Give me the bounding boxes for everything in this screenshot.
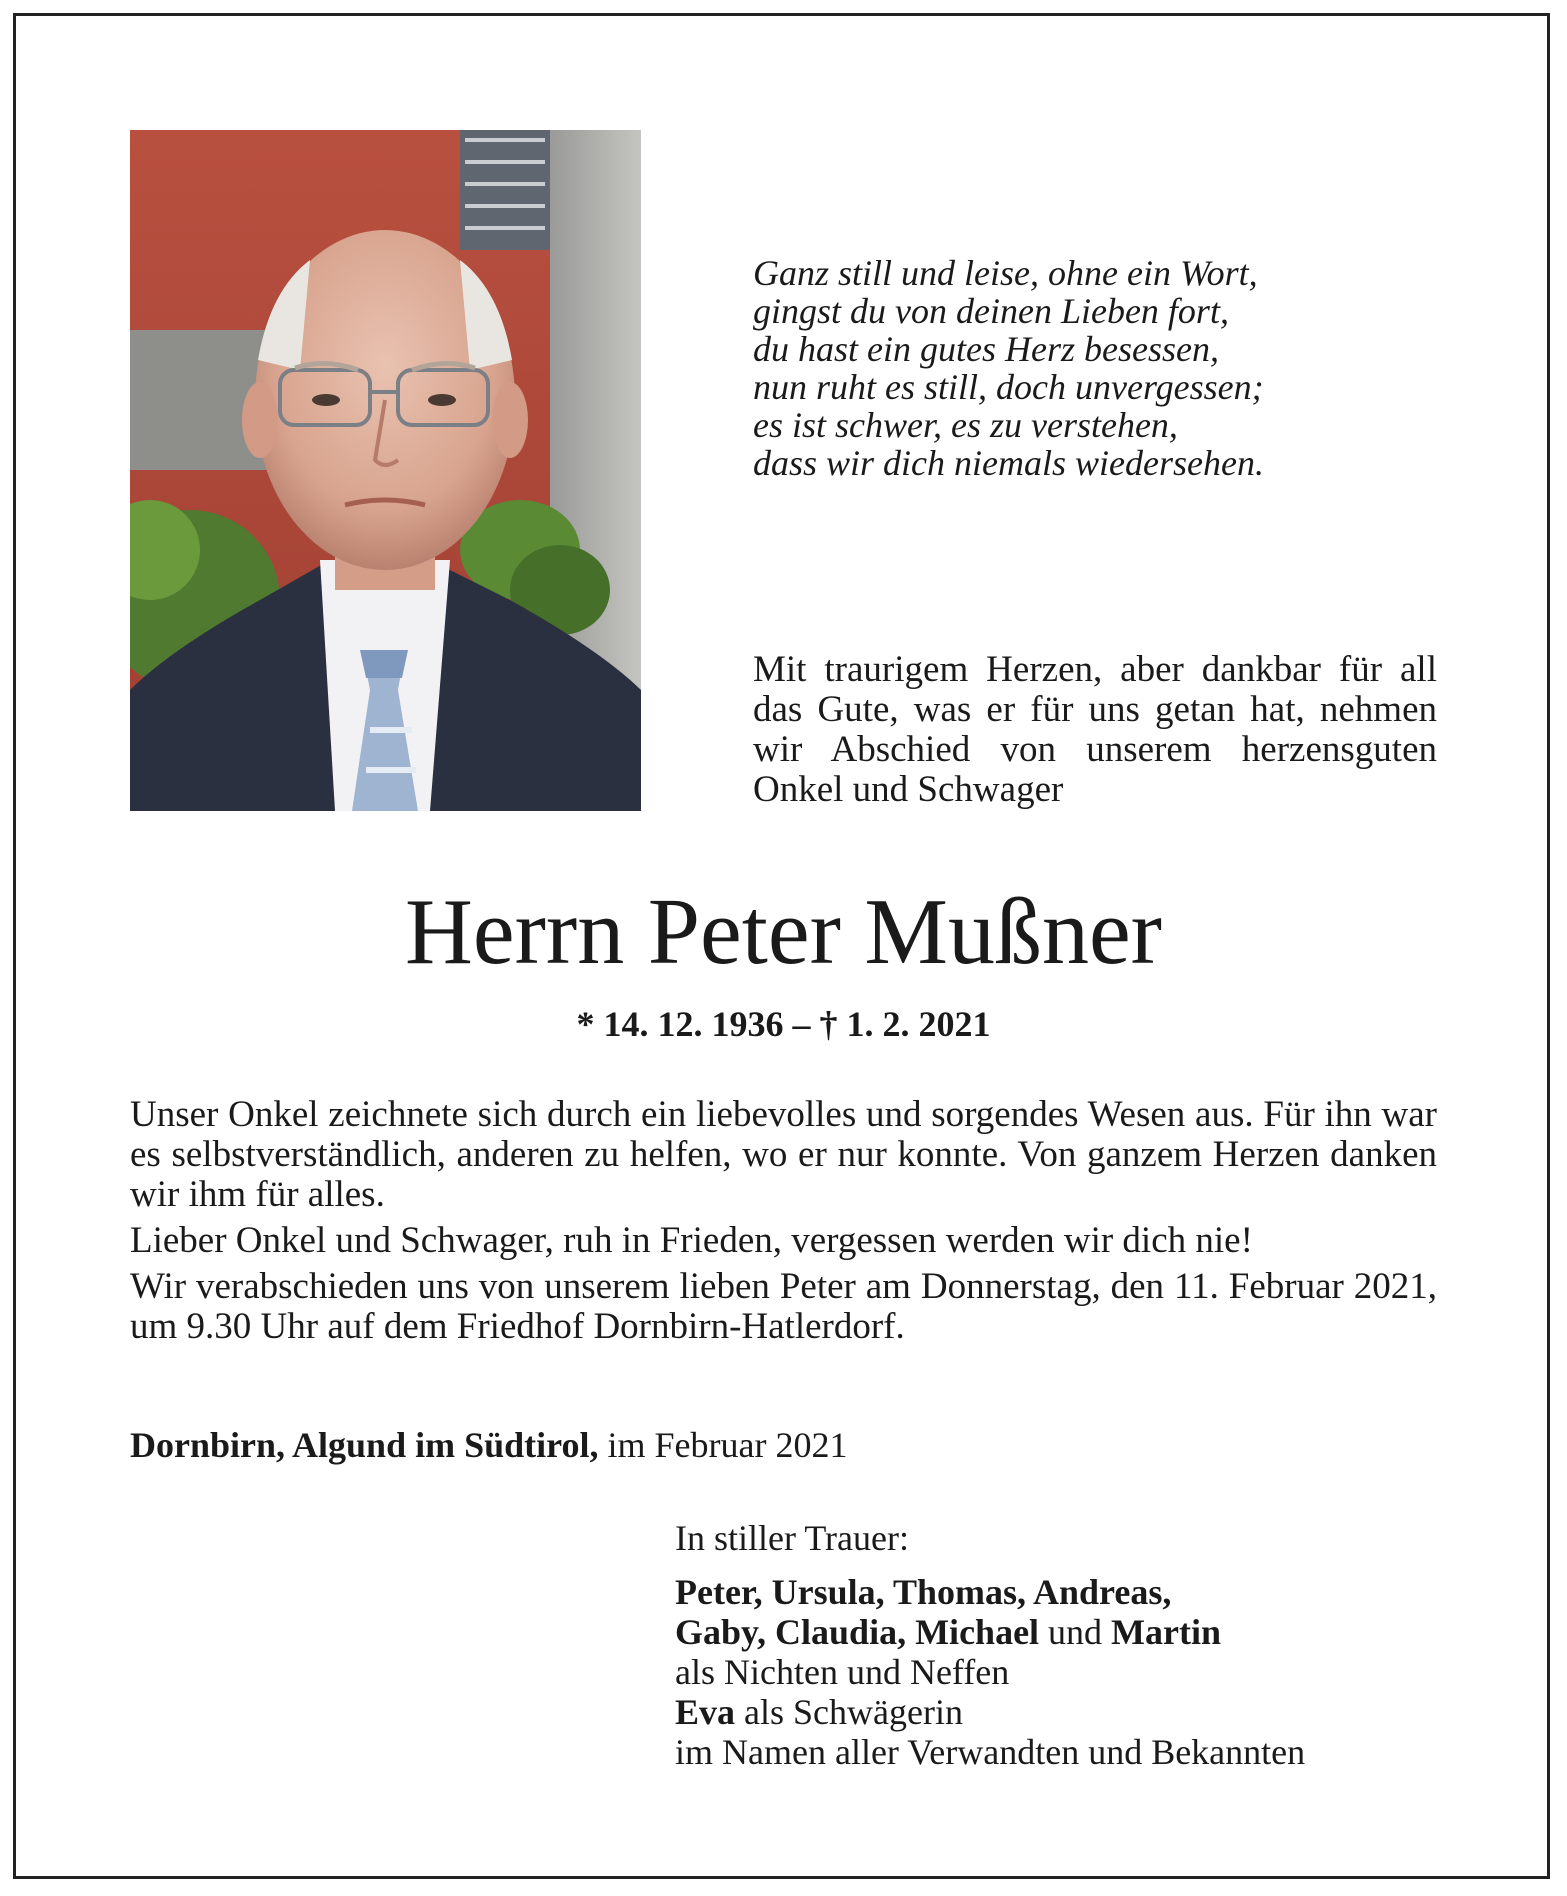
body-paragraph: Lieber Onkel und Schwager, ruh in Frieden, vergessen werden wir dich nie! (130, 1220, 1253, 1261)
portrait-image (130, 130, 641, 811)
poem-line: gingst du von deinen Lieben fort, (753, 291, 1229, 331)
mourner-names: Gaby, Claudia, Michael (675, 1612, 1040, 1652)
place-locations: Dornbirn, Algund im Südtirol, (130, 1425, 599, 1465)
portrait-photo (130, 130, 641, 811)
mourners-line (675, 1572, 1475, 1612)
mourners-relation: als Nichten und Neffen (675, 1652, 1010, 1692)
intro-text: Mit traurigem Herzen, aber dankbar für all das Gute, was er für uns getan hat, nehmen wir Abschied von unserem herzensguten Onkel und Schwager (753, 649, 1437, 810)
mourner-names: Martin (1111, 1612, 1222, 1652)
obituary-body (130, 1095, 1437, 1353)
deceased-name: Herrn Peter Mußner (405, 880, 1162, 984)
poem-line: Ganz still und leise, ohne ein Wort, (753, 253, 1258, 293)
poem-line: dass wir dich niemals wiedersehen. (753, 443, 1264, 483)
mourner-names: Eva (675, 1692, 736, 1732)
poem-line: du hast ein gutes Herz besessen, (753, 329, 1219, 369)
mourners-heading: In stiller Trauer: (675, 1518, 909, 1558)
poem-line: es ist schwer, es zu verstehen, (753, 405, 1178, 445)
mourners-line (675, 1612, 1475, 1652)
life-dates: * 14. 12. 1936 – † 1. 2. 2021 (576, 1004, 991, 1044)
conjunction: und (1048, 1612, 1103, 1652)
mourners-closing: im Namen aller Verwandten und Bekannten (675, 1732, 1306, 1772)
mourners-relation: als Schwägerin (744, 1692, 963, 1732)
mourners-line (675, 1692, 1475, 1732)
body-paragraph: Unser Onkel zeichnete sich durch ein liebevolles und sorgendes Wesen aus. Für ihn war es selbstverständlich, anderen zu helfen, wo er nur konnte. Von ganzem Herzen danken wir ihm für alles. (130, 1094, 1437, 1215)
poem-line: nun ruht es still, doch unvergessen; (753, 367, 1264, 407)
place-date: im Februar 2021 (607, 1425, 848, 1465)
body-paragraph: Wir verabschieden uns von unserem lieben Peter am Donnerstag, den 11. Februar 2021, um 9.30 Uhr auf dem Friedhof Dornbirn-Hatlerdorf. (130, 1266, 1437, 1347)
mourners-block (675, 1518, 1475, 1772)
mourner-names: Peter, Ursula, Thomas, Andreas, (675, 1572, 1172, 1612)
poem (753, 254, 1453, 482)
place-and-date (130, 1425, 1130, 1465)
